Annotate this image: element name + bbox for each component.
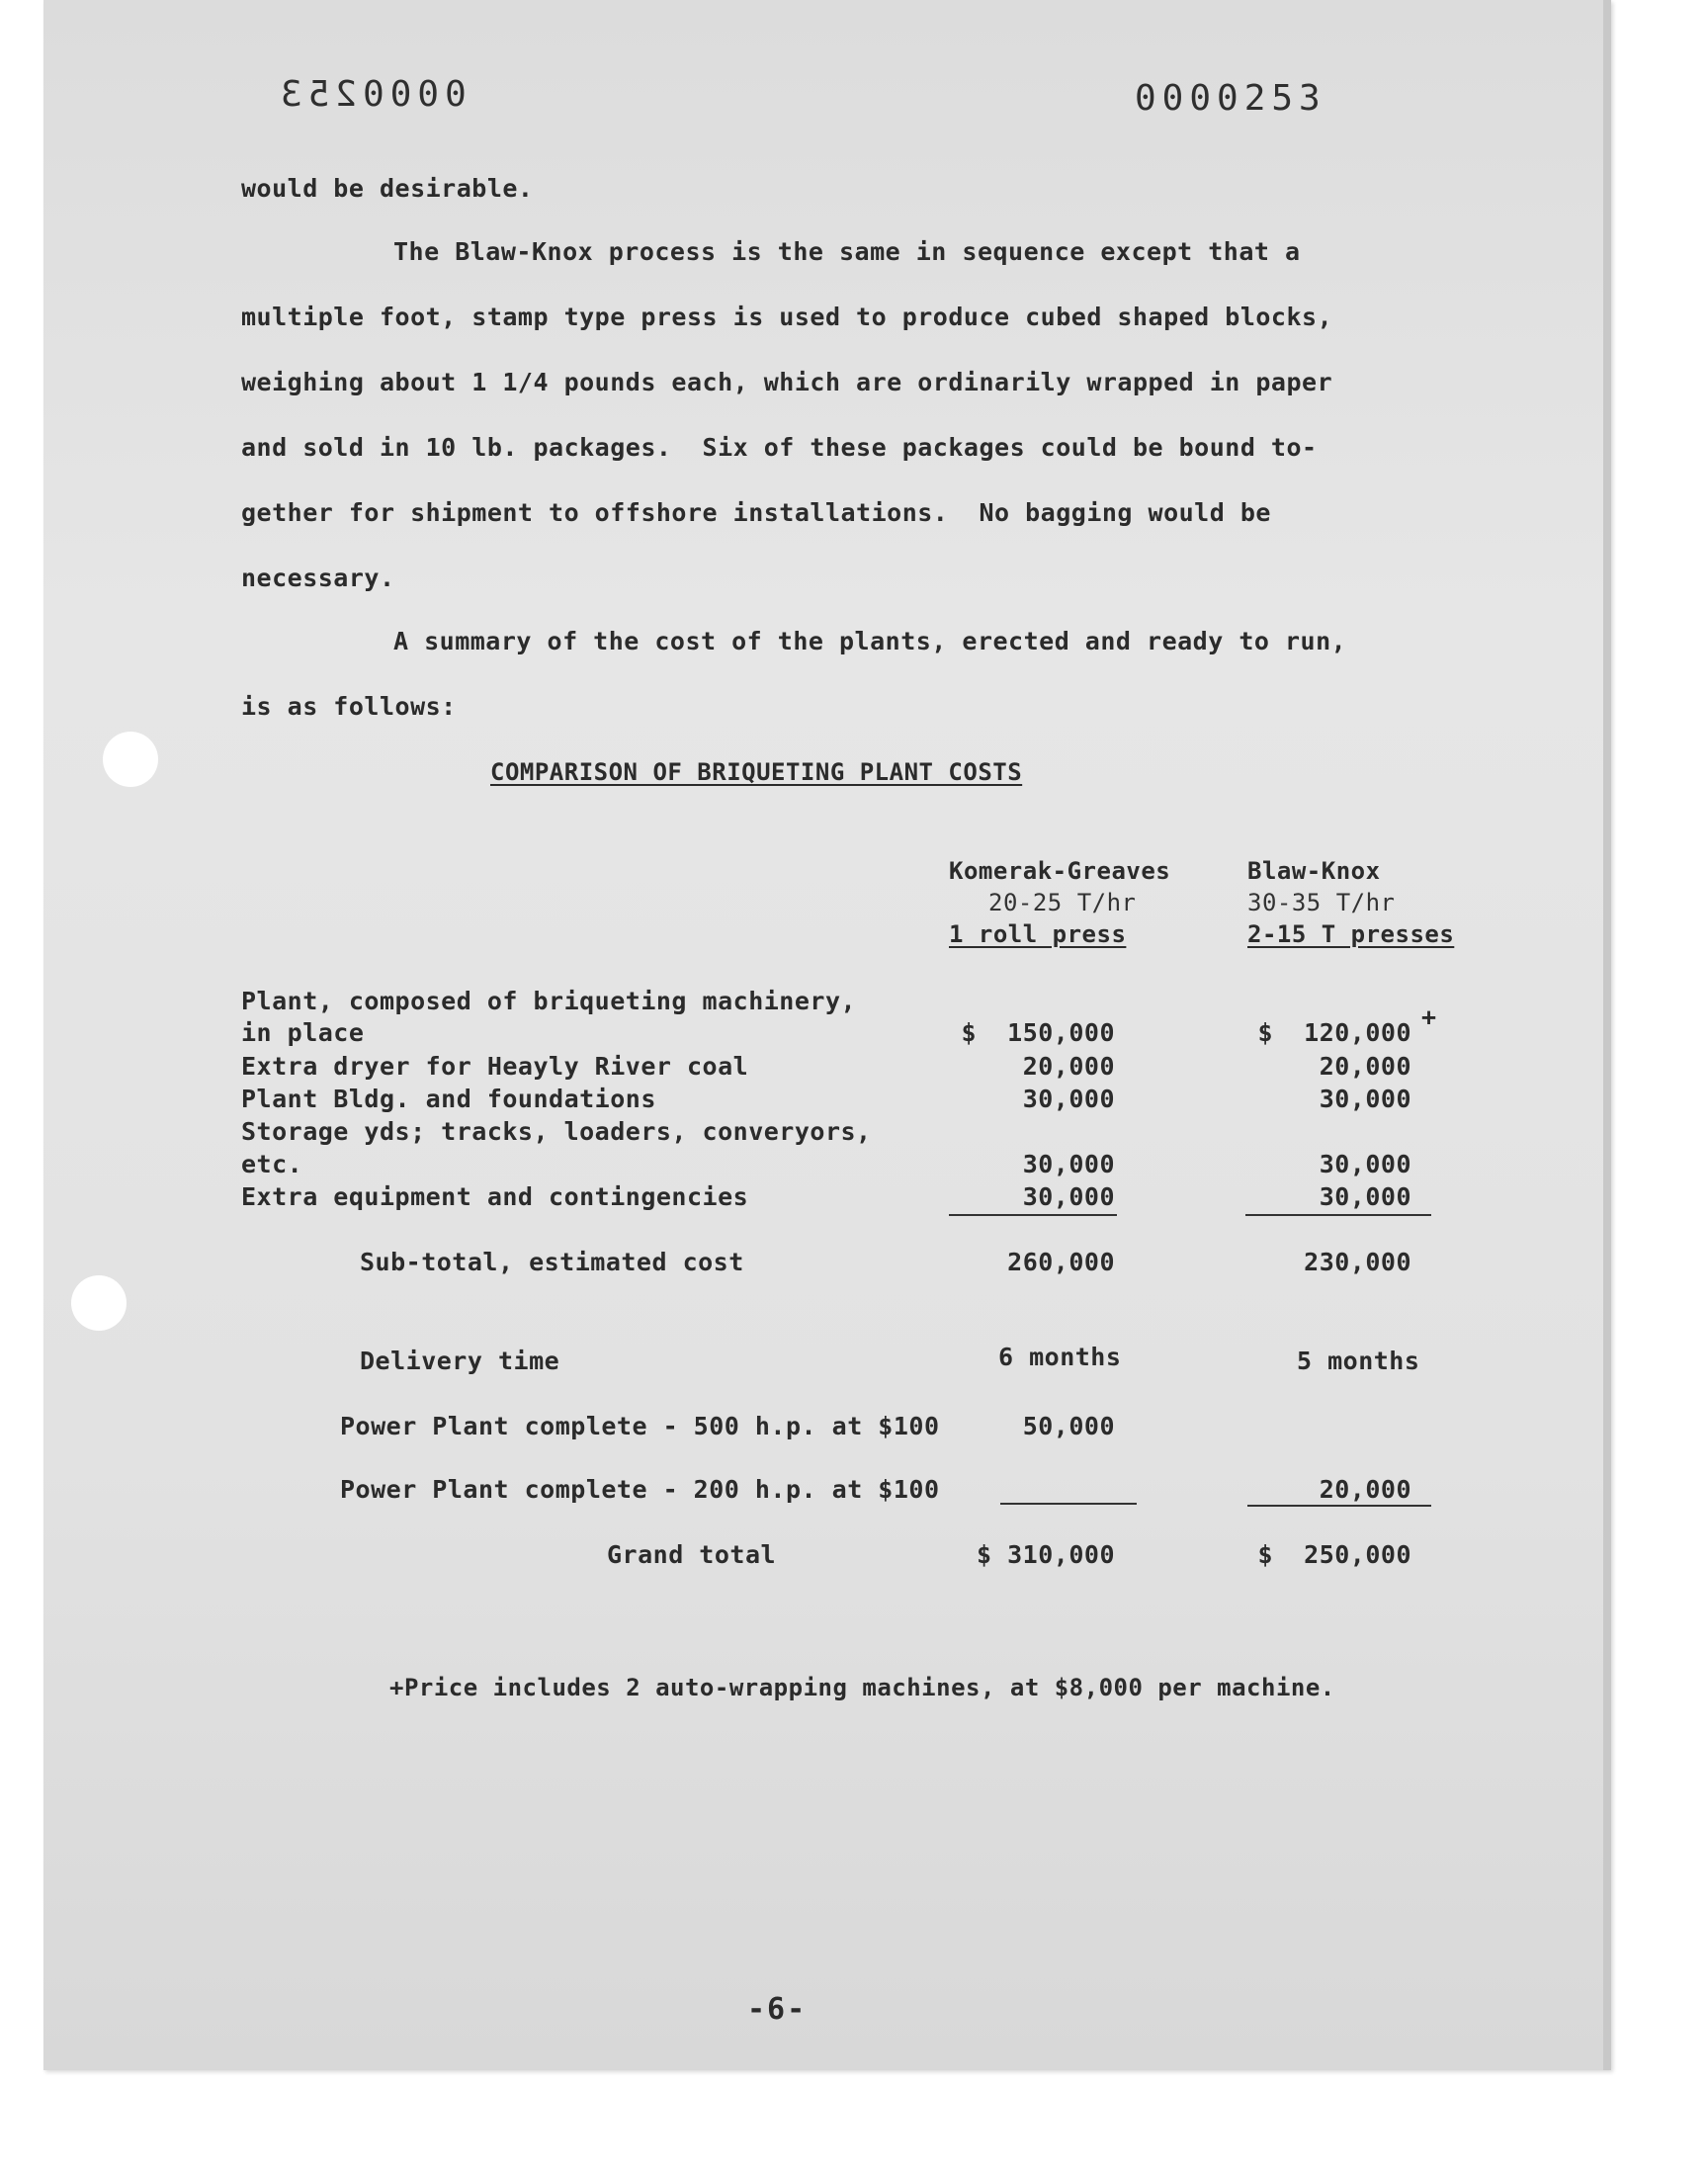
punch-hole [103,732,158,787]
paragraph-line: and sold in 10 lb. packages. Six of these packages could be bound to- [241,433,1318,462]
page-edge [1603,0,1611,2070]
cell-value: 20,000 [1319,1052,1411,1081]
cell-value: 6 months [998,1343,1122,1371]
sum-rule [949,1214,1117,1216]
cell-value: 5 months [1297,1347,1420,1375]
paragraph-line: would be desirable. [241,174,534,203]
cell-value: $ 310,000 [977,1540,1115,1569]
row-label: Storage yds; tracks, loaders, converyors, [241,1117,872,1146]
cell-value: 30,000 [1022,1182,1115,1211]
paragraph-line: A summary of the cost of the plants, erected and ready to run, [393,627,1347,655]
paragraph-line: multiple foot, stamp type press is used to produce cubed shaped blocks, [241,303,1333,331]
cell-value: $ 120,000 [1257,1018,1411,1047]
row-label: etc. [241,1150,303,1178]
column-header-press: 2-15 T presses [1247,920,1455,948]
paragraph-line: is as follows: [241,692,457,721]
row-label: Plant Bldg. and foundations [241,1085,656,1113]
cell-value: 20,000 [1319,1475,1411,1504]
cell-value: 260,000 [1007,1248,1115,1276]
punch-hole [71,1275,127,1331]
paragraph-line: necessary. [241,564,395,592]
footnote-marker: + [1421,1002,1437,1031]
paragraph-line: weighing about 1 1/4 pounds each, which are ordinarily wrapped in paper [241,368,1333,396]
cell-value: 30,000 [1022,1150,1115,1178]
cell-value: 30,000 [1022,1085,1115,1113]
stamp-number-mirrored: 0000253 [275,74,467,115]
stamp-number: 0000253 [1135,78,1326,119]
row-label: Plant, composed of briqueting machinery, [241,987,857,1015]
column-header-name: Komerak-Greaves [949,857,1171,885]
paragraph-line: gether for shipment to offshore installations. No bagging would be [241,498,1271,527]
page-number: -6- [747,1992,808,2027]
column-header-rate: 20-25 T/hr [988,889,1137,916]
sum-rule [1245,1214,1431,1216]
footnote: +Price includes 2 auto-wrapping machines, at $8,000 per machine. [389,1674,1335,1701]
sum-rule [1247,1505,1431,1507]
cell-value: $ 250,000 [1257,1540,1411,1569]
cell-value: 50,000 [1022,1412,1115,1440]
row-label: Power Plant complete - 500 h.p. at $100 [340,1412,940,1440]
cell-value: 30,000 [1319,1085,1411,1113]
row-label: in place [241,1018,365,1047]
column-header-name: Blaw-Knox [1247,857,1381,885]
row-label: Extra equipment and contingencies [241,1182,749,1211]
cell-value: 30,000 [1319,1182,1411,1211]
cell-value: $ 150,000 [961,1018,1115,1047]
row-label: Power Plant complete - 200 h.p. at $100 [340,1475,940,1504]
row-label: Sub-total, estimated cost [360,1248,744,1276]
cell-value: 230,000 [1304,1248,1411,1276]
column-header-press: 1 roll press [949,920,1127,948]
row-label: Extra dryer for Heayly River coal [241,1052,749,1081]
column-header-rate: 30-35 T/hr [1247,889,1396,916]
table-title: COMPARISON OF BRIQUETING PLANT COSTS [490,758,1023,786]
cell-value: 20,000 [1022,1052,1115,1081]
row-label: Grand total [607,1540,777,1569]
blank-rule [1000,1503,1137,1505]
paragraph-line: The Blaw-Knox process is the same in sequence except that a [393,237,1301,266]
row-label: Delivery time [360,1347,560,1375]
cell-value: 30,000 [1319,1150,1411,1178]
